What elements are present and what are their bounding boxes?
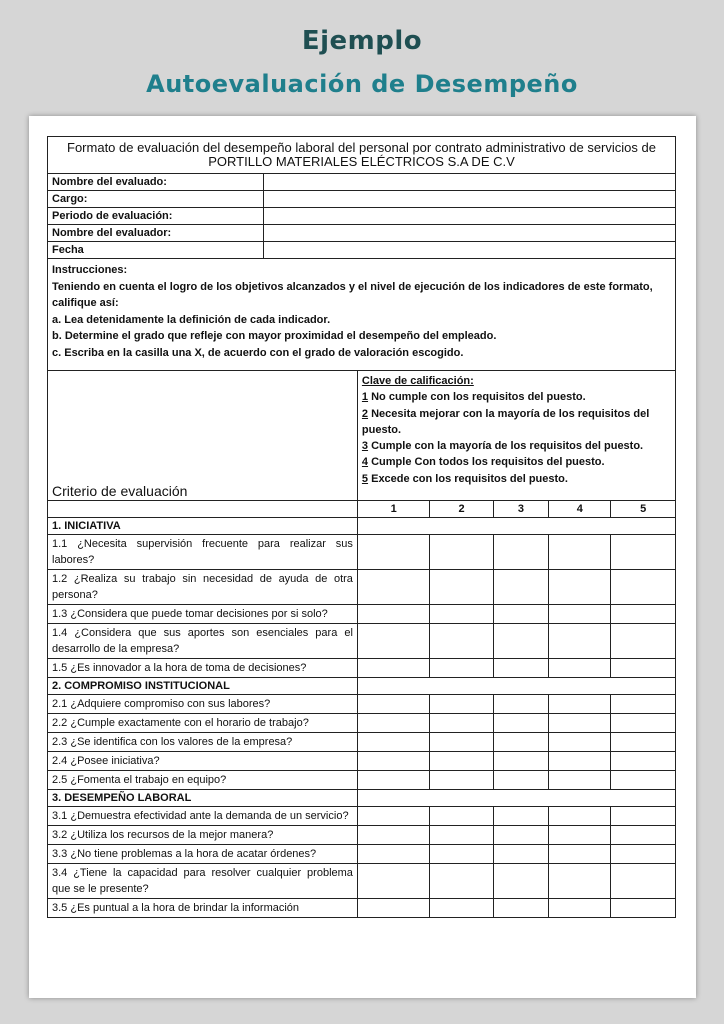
info-label: Nombre del evaluado: [48, 174, 264, 191]
clave-item-number: 1 [361, 391, 369, 404]
rating-cell[interactable] [611, 845, 676, 864]
question-text: 2.4 ¿Posee iniciativa? [48, 752, 358, 771]
question-text: 2.5 ¿Fomenta el trabajo en equipo? [48, 771, 358, 790]
rating-cell[interactable] [549, 624, 611, 659]
instruction-a: a. Lea detenidamente la definición de cada indicador. [52, 313, 331, 326]
question-row [48, 771, 676, 790]
question-text: 1.3 ¿Considera que puede tomar decisiones por si solo? [48, 605, 358, 624]
page-title: Ejemplo [301, 26, 423, 56]
question-text: 2.3 ¿Se identifica con los valores de la empresa? [48, 733, 358, 752]
question-row [48, 864, 676, 899]
clave-item-number: 2 [361, 407, 369, 420]
rating-cell[interactable] [493, 714, 548, 733]
rating-cell[interactable] [430, 695, 493, 714]
rating-cell[interactable] [430, 605, 493, 624]
question-row [48, 733, 676, 752]
rating-cell[interactable] [493, 535, 548, 570]
scale-number: 4 [549, 501, 611, 518]
rating-cell[interactable] [549, 899, 611, 918]
rating-cell[interactable] [357, 899, 429, 918]
rating-cell[interactable] [493, 845, 548, 864]
question-text: 3.5 ¿Es puntual a la hora de brindar la información [48, 899, 358, 918]
question-text: 1.2 ¿Realiza su trabajo sin necesidad de ayuda de otra persona? [48, 570, 358, 605]
info-value-field[interactable] [264, 208, 676, 225]
rating-cell[interactable] [549, 752, 611, 771]
rating-cell[interactable] [611, 695, 676, 714]
rating-cell[interactable] [611, 659, 676, 678]
info-row [48, 225, 676, 242]
rating-cell[interactable] [357, 535, 429, 570]
rating-cell[interactable] [430, 899, 493, 918]
rating-cell[interactable] [611, 752, 676, 771]
rating-cell[interactable] [430, 771, 493, 790]
rating-cell[interactable] [430, 714, 493, 733]
clave-item [362, 389, 671, 405]
scale-number: 3 [493, 501, 548, 518]
rating-cell[interactable] [493, 624, 548, 659]
info-value-field[interactable] [264, 191, 676, 208]
rating-cell[interactable] [357, 807, 429, 826]
info-label: Periodo de evaluación: [48, 208, 264, 225]
question-row [48, 807, 676, 826]
evaluation-form-table [47, 136, 676, 918]
rating-cell[interactable] [549, 864, 611, 899]
rating-cell[interactable] [493, 659, 548, 678]
question-row [48, 899, 676, 918]
info-label: Fecha [48, 242, 264, 259]
rating-cell[interactable] [611, 624, 676, 659]
rating-cell[interactable] [430, 624, 493, 659]
instructions-title: Instrucciones: [52, 264, 128, 276]
clave-calificacion [357, 371, 675, 501]
form-header: Formato de evaluación del desempeño laboral del personal por contrato administrativo de servicios de PORTILLO MATERIALES ELÉCTRICOS S.A DE C.V [48, 137, 676, 174]
rating-cell[interactable] [611, 826, 676, 845]
section-spacer [357, 790, 675, 807]
rating-cell[interactable] [430, 864, 493, 899]
instructions-block [48, 259, 676, 371]
page-subtitle: Autoevaluación de Desempeño [146, 70, 578, 98]
question-row [48, 659, 676, 678]
rating-cell[interactable] [611, 864, 676, 899]
info-row [48, 191, 676, 208]
rating-cell[interactable] [357, 864, 429, 899]
question-text: 3.2 ¿Utiliza los recursos de la mejor manera? [48, 826, 358, 845]
evaluation-form-sheet [29, 116, 696, 998]
rating-cell[interactable] [430, 752, 493, 771]
rating-cell[interactable] [493, 771, 548, 790]
rating-cell[interactable] [493, 826, 548, 845]
question-text: 3.4 ¿Tiene la capacidad para resolver cualquier problema que se le presente? [48, 864, 358, 899]
rating-cell[interactable] [493, 807, 548, 826]
clave-item-text: Necesita mejorar con la mayoría de los requisitos del puesto. [361, 407, 650, 436]
rating-cell[interactable] [611, 605, 676, 624]
question-text: 2.1 ¿Adquiere compromiso con sus labores? [48, 695, 358, 714]
rating-cell[interactable] [549, 570, 611, 605]
info-row [48, 174, 676, 191]
clave-item [362, 406, 671, 439]
rating-cell[interactable] [611, 714, 676, 733]
rating-cell[interactable] [493, 864, 548, 899]
rating-cell[interactable] [357, 570, 429, 605]
section-header-row [48, 518, 676, 535]
rating-cell[interactable] [357, 714, 429, 733]
rating-cell[interactable] [549, 535, 611, 570]
rating-cell[interactable] [493, 899, 548, 918]
question-text: 3.1 ¿Demuestra efectividad ante la demanda de un servicio? [48, 807, 358, 826]
clave-item-number: 3 [361, 440, 369, 453]
rating-cell[interactable] [611, 570, 676, 605]
rating-cell[interactable] [430, 659, 493, 678]
question-row [48, 624, 676, 659]
rating-cell[interactable] [357, 605, 429, 624]
rating-cell[interactable] [549, 659, 611, 678]
rating-cell[interactable] [549, 733, 611, 752]
rating-cell[interactable] [430, 807, 493, 826]
section-title: 3. DESEMPEÑO LABORAL [48, 790, 358, 807]
clave-item-text: Excede con los requisitos del puesto. [368, 472, 568, 485]
clave-item [362, 454, 671, 470]
rating-cell[interactable] [611, 771, 676, 790]
rating-cell[interactable] [430, 733, 493, 752]
instructions-intro: Teniendo en cuenta el logro de los objetivos alcanzados y el nivel de ejecución de los indicadores de este formato, califique así: [52, 280, 653, 309]
section-title: 2. COMPROMISO INSTITUCIONAL [48, 678, 358, 695]
section-spacer [357, 678, 675, 695]
question-row [48, 535, 676, 570]
question-text: 2.2 ¿Cumple exactamente con el horario de trabajo? [48, 714, 358, 733]
rating-cell[interactable] [357, 771, 429, 790]
rating-cell[interactable] [549, 826, 611, 845]
rating-cell[interactable] [430, 826, 493, 845]
rating-cell[interactable] [493, 605, 548, 624]
rating-cell[interactable] [357, 695, 429, 714]
scale-number: 2 [430, 501, 493, 518]
scale-number: 1 [357, 501, 429, 518]
rating-cell[interactable] [357, 733, 429, 752]
rating-cell[interactable] [357, 752, 429, 771]
info-label: Cargo: [48, 191, 264, 208]
question-row [48, 570, 676, 605]
rating-cell[interactable] [430, 570, 493, 605]
question-row [48, 605, 676, 624]
rating-cell[interactable] [549, 605, 611, 624]
question-text: 3.3 ¿No tiene problemas a la hora de acatar órdenes? [48, 845, 358, 864]
instruction-b: b. Determine el grado que refleje con mayor proximidad el desempeño del empleado. [52, 330, 497, 342]
info-row [48, 242, 676, 259]
clave-item [362, 471, 671, 487]
section-title: 1. INICIATIVA [48, 518, 358, 535]
rating-cell[interactable] [549, 714, 611, 733]
question-row [48, 695, 676, 714]
rating-cell[interactable] [549, 807, 611, 826]
rating-cell[interactable] [357, 845, 429, 864]
clave-item-text: No cumple con los requisitos del puesto. [368, 391, 586, 404]
question-text: 1.5 ¿Es innovador a la hora de toma de decisiones? [48, 659, 358, 678]
question-text: 1.4 ¿Considera que sus aportes son esenciales para el desarrollo de la empresa? [48, 624, 358, 659]
rating-cell[interactable] [611, 807, 676, 826]
clave-item-number: 4 [361, 456, 369, 469]
instruction-c: c. Escriba en la casilla una X, de acuerdo con el grado de valoración escogido. [52, 346, 464, 359]
rating-cell[interactable] [493, 570, 548, 605]
rating-cell[interactable] [549, 771, 611, 790]
scale-corner-cell [48, 501, 358, 518]
rating-cell[interactable] [357, 826, 429, 845]
rating-cell[interactable] [549, 695, 611, 714]
rating-cell[interactable] [611, 899, 676, 918]
rating-cell[interactable] [549, 845, 611, 864]
info-row [48, 208, 676, 225]
clave-item-number: 5 [361, 472, 369, 485]
question-text: 1.1 ¿Necesita supervisión frecuente para realizar sus labores? [48, 535, 358, 570]
criterio-label: Criterio de evaluación [48, 371, 358, 501]
info-label: Nombre del evaluador: [48, 225, 264, 242]
rating-cell[interactable] [611, 535, 676, 570]
info-value-field[interactable] [264, 174, 676, 191]
question-row [48, 845, 676, 864]
rating-cell[interactable] [611, 733, 676, 752]
rating-cell[interactable] [493, 695, 548, 714]
info-value-field[interactable] [264, 225, 676, 242]
section-header-row [48, 790, 676, 807]
clave-item-text: Cumple Con todos los requisitos del puesto. [368, 456, 605, 469]
clave-item-text: Cumple con la mayoría de los requisitos del puesto. [368, 440, 644, 453]
question-row [48, 752, 676, 771]
scale-number: 5 [611, 501, 676, 518]
info-value-field[interactable] [264, 242, 676, 259]
rating-cell[interactable] [430, 535, 493, 570]
clave-title: Clave de calificación: [361, 375, 474, 387]
rating-cell[interactable] [430, 845, 493, 864]
question-row [48, 714, 676, 733]
rating-cell[interactable] [357, 659, 429, 678]
clave-item [362, 438, 671, 454]
rating-cell[interactable] [493, 752, 548, 771]
section-header-row [48, 678, 676, 695]
rating-cell[interactable] [493, 733, 548, 752]
section-spacer [357, 518, 675, 535]
question-row [48, 826, 676, 845]
rating-cell[interactable] [357, 624, 429, 659]
